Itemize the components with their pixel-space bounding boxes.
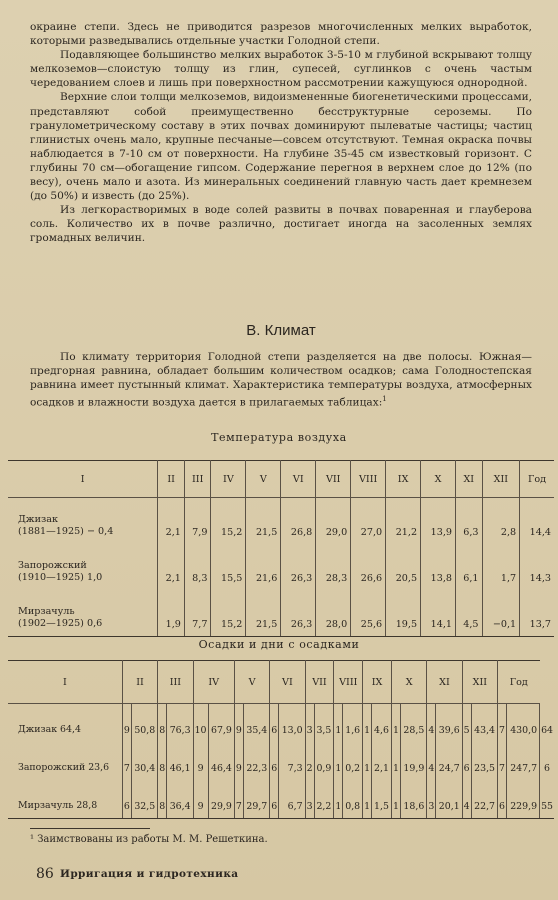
days-cell: 9 xyxy=(234,704,243,743)
days-cell: 9 xyxy=(234,742,243,780)
value-cell: 35,4 xyxy=(243,704,269,743)
value-cell: 14,3 xyxy=(520,544,554,590)
value-cell: 1,9 xyxy=(158,590,185,637)
value-cell: 6,7 xyxy=(279,780,305,819)
value-cell: 7,7 xyxy=(184,590,211,637)
table1-header-cell: IX xyxy=(386,461,421,498)
table1-header-cell: II xyxy=(158,461,185,498)
section-title: В. Климат xyxy=(246,322,316,339)
value-cell: 0,2 xyxy=(343,742,363,780)
days-cell: 4 xyxy=(427,704,436,743)
value-cell: 3,5 xyxy=(314,704,334,743)
january-value: 23,6 xyxy=(88,762,110,773)
days-cell: 6 xyxy=(270,780,279,819)
table1-header-cell: V xyxy=(246,461,281,498)
station-period: (1910—1925) 1,0 xyxy=(18,572,103,583)
value-cell: 2,1 xyxy=(158,544,185,590)
days-cell: 6 xyxy=(498,780,507,819)
value-cell: 28,3 xyxy=(316,544,351,590)
value-cell: 36,4 xyxy=(167,780,193,819)
value-cell: 24,7 xyxy=(436,742,462,780)
footnote: ¹ Заимствованы из работы М. М. Решеткина. xyxy=(30,834,268,845)
footnote-mark: 1 xyxy=(382,395,387,404)
value-cell: 21,5 xyxy=(246,498,281,545)
value-cell: 18,6 xyxy=(400,780,426,819)
table2-header-cell: V xyxy=(234,661,269,704)
table1-header-cell: III xyxy=(184,461,211,498)
days-cell: 6 xyxy=(540,742,554,780)
table2-header-cell: IX xyxy=(363,661,392,704)
days-cell: 3 xyxy=(305,780,314,819)
days-cell: 3 xyxy=(427,780,436,819)
value-cell: 15,5 xyxy=(211,544,246,590)
days-cell: 2 xyxy=(305,742,314,780)
running-title: Ирригация и гидротехника xyxy=(60,868,239,880)
days-cell: 55 xyxy=(540,780,554,819)
value-cell: 21,5 xyxy=(246,590,281,637)
value-cell: 7,3 xyxy=(279,742,305,780)
climate-paragraph xyxy=(30,350,532,410)
value-cell: 4,6 xyxy=(372,704,392,743)
days-cell: 1 xyxy=(334,742,343,780)
paragraph-1: окраине степи. Здесь не приводится разрезов многочисленных мелких выработок, которыми разведывались отдельные участки Голодной степи. xyxy=(30,21,532,48)
value-cell: 39,6 xyxy=(436,704,462,743)
value-cell: −0,1 xyxy=(482,590,520,637)
value-cell: 0,9 xyxy=(314,742,334,780)
table2-header-cell: II xyxy=(122,661,157,704)
table-row xyxy=(8,780,554,819)
days-cell: 7 xyxy=(498,704,507,743)
days-cell: 64 xyxy=(540,704,554,743)
station-name: Мирзачуль xyxy=(18,800,74,811)
value-cell: 22,7 xyxy=(471,780,497,819)
value-cell: 13,0 xyxy=(279,704,305,743)
station-name: Мирзачуль xyxy=(18,606,75,617)
value-cell: 430,0 xyxy=(507,704,540,743)
paragraph-3: Верхние слои толщи мелкоземов, видоизмененные биогенетическими процессами, представляют собой преимущественно бесструктурные сероземы. По гранулометрическому составу в этих почвах доминируют пылеватые частицы; частиц глинистых очень мало, крупные песчаные—совсем отсутствуют. Темная окраска почвы наблюдается в 7-10 см от поверхности. На глубине 35-45 см известковый горизонт. С глубины 70 см—обогащение гипсом. Содержание перегноя в верхнем слое до 12% (по весу), очень мало и азота. Из минеральных соединений главную часть дает кремнезем (до 50%) и известь (до 25%). xyxy=(30,91,532,203)
value-cell: 20,5 xyxy=(386,544,421,590)
value-cell: 13,9 xyxy=(421,498,456,545)
table2-header-cell: VII xyxy=(305,661,334,704)
station-name: Запорожский xyxy=(18,762,86,773)
table1-header-cell: VII xyxy=(316,461,351,498)
value-cell: 14,1 xyxy=(421,590,456,637)
table1-header-cell: I xyxy=(8,461,158,498)
value-cell: 26,3 xyxy=(281,590,316,637)
station-name: Запорожский xyxy=(18,560,87,571)
table1-header-cell: XI xyxy=(456,461,483,498)
days-cell: 7 xyxy=(234,780,243,819)
table-row xyxy=(8,704,554,743)
days-cell: 1 xyxy=(391,742,400,780)
table1-header-cell: XII xyxy=(482,461,520,498)
value-cell: 20,1 xyxy=(436,780,462,819)
value-cell: 19,9 xyxy=(400,742,426,780)
value-cell: 7,9 xyxy=(184,498,211,545)
days-cell: 1 xyxy=(391,780,400,819)
station-cell xyxy=(8,704,122,743)
value-cell: 32,5 xyxy=(131,780,157,819)
value-cell: 22,3 xyxy=(243,742,269,780)
value-cell: 27,0 xyxy=(351,498,386,545)
table1-header-cell: VIII xyxy=(351,461,386,498)
table-row xyxy=(8,544,554,590)
value-cell: 21,6 xyxy=(246,544,281,590)
days-cell: 4 xyxy=(462,780,471,819)
value-cell: 46,1 xyxy=(167,742,193,780)
value-cell: 23,5 xyxy=(471,742,497,780)
table2-header-cell: XI xyxy=(427,661,462,704)
days-cell: 1 xyxy=(363,704,372,743)
value-cell: 2,2 xyxy=(314,780,334,819)
days-cell: 1 xyxy=(363,780,372,819)
value-cell: 30,4 xyxy=(131,742,157,780)
value-cell: 14,4 xyxy=(520,498,554,545)
value-cell: 6,3 xyxy=(456,498,483,545)
precipitation-table xyxy=(8,660,554,819)
table2-header-cell: VI xyxy=(270,661,305,704)
value-cell: 26,3 xyxy=(281,544,316,590)
days-cell: 1 xyxy=(391,704,400,743)
value-cell: 29,0 xyxy=(316,498,351,545)
days-cell: 7 xyxy=(498,742,507,780)
station-period: (1881—1925) − 0,4 xyxy=(18,526,114,537)
table-row xyxy=(8,498,554,545)
value-cell: 25,6 xyxy=(351,590,386,637)
value-cell: 28,5 xyxy=(400,704,426,743)
days-cell: 9 xyxy=(122,704,131,743)
days-cell: 9 xyxy=(193,742,208,780)
days-cell: 8 xyxy=(158,704,167,743)
table-row xyxy=(8,590,554,637)
station-cell xyxy=(8,498,158,545)
value-cell: 4,5 xyxy=(456,590,483,637)
table2-header-cell: X xyxy=(391,661,426,704)
days-cell: 6 xyxy=(462,742,471,780)
days-cell: 9 xyxy=(193,780,208,819)
days-cell: 8 xyxy=(158,742,167,780)
value-cell: 0,8 xyxy=(343,780,363,819)
value-cell: 26,8 xyxy=(281,498,316,545)
station-period: (1902—1925) 0,6 xyxy=(18,618,103,629)
table1-caption: Температура воздуха xyxy=(211,431,347,444)
station-cell xyxy=(8,742,122,780)
days-cell: 8 xyxy=(158,780,167,819)
days-cell: 6 xyxy=(122,780,131,819)
days-cell: 6 xyxy=(270,742,279,780)
value-cell: 67,9 xyxy=(208,704,234,743)
table2-header-cell: XII xyxy=(462,661,497,704)
table-row xyxy=(8,742,554,780)
table2-header-cell: IV xyxy=(193,661,234,704)
paragraph-2: Подавляющее большинство мелких выработок 3-5-10 м глубиной вскрывают толщу мелкоземов—слоистую толщу из глин, супесей, суглинков с очень частым чередованием слоев и лишь при поверхностном рассмотрении кажущуюся однородной. xyxy=(30,49,532,90)
footnote-rule xyxy=(30,828,150,829)
value-cell: 76,3 xyxy=(167,704,193,743)
days-cell: 7 xyxy=(122,742,131,780)
table2-header-cell: VIII xyxy=(334,661,363,704)
table2-header-cell: Год xyxy=(498,661,540,704)
value-cell: 2,1 xyxy=(372,742,392,780)
value-cell: 13,7 xyxy=(520,590,554,637)
value-cell: 1,6 xyxy=(343,704,363,743)
value-cell: 13,8 xyxy=(421,544,456,590)
value-cell: 29,7 xyxy=(243,780,269,819)
value-cell: 229,9 xyxy=(507,780,540,819)
value-cell: 6,1 xyxy=(456,544,483,590)
value-cell: 2,8 xyxy=(482,498,520,545)
table1-header-cell: VI xyxy=(281,461,316,498)
table1-header-cell: IV xyxy=(211,461,246,498)
temperature-table xyxy=(8,460,554,637)
days-cell: 3 xyxy=(305,704,314,743)
station-name: Джизак xyxy=(18,514,58,525)
days-cell: 10 xyxy=(193,704,208,743)
days-cell: 1 xyxy=(363,742,372,780)
table1-header-cell: X xyxy=(421,461,456,498)
days-cell: 5 xyxy=(462,704,471,743)
value-cell: 15,2 xyxy=(211,590,246,637)
value-cell: 15,2 xyxy=(211,498,246,545)
table2-header-cell: III xyxy=(158,661,193,704)
value-cell: 1,5 xyxy=(372,780,392,819)
value-cell: 247,7 xyxy=(507,742,540,780)
value-cell: 28,0 xyxy=(316,590,351,637)
value-cell: 19,5 xyxy=(386,590,421,637)
station-name: Джизак xyxy=(18,724,58,735)
value-cell: 50,8 xyxy=(131,704,157,743)
value-cell: 1,7 xyxy=(482,544,520,590)
table1-header-cell: Год xyxy=(520,461,554,498)
days-cell: 1 xyxy=(334,704,343,743)
station-cell xyxy=(8,544,158,590)
station-cell xyxy=(8,590,158,637)
january-value: 64,4 xyxy=(60,724,81,735)
station-cell xyxy=(8,780,122,819)
body-text xyxy=(30,20,532,409)
value-cell: 29,9 xyxy=(208,780,234,819)
page-number: 86 xyxy=(36,866,54,882)
value-cell: 43,4 xyxy=(471,704,497,743)
value-cell: 26,6 xyxy=(351,544,386,590)
value-cell: 2,1 xyxy=(158,498,185,545)
january-value: 28,8 xyxy=(76,800,98,811)
table2-header-cell: I xyxy=(8,661,122,704)
value-cell: 46,4 xyxy=(208,742,234,780)
value-cell: 21,2 xyxy=(386,498,421,545)
days-cell: 1 xyxy=(334,780,343,819)
climate-text: По климату территория Голодной степи разделяется на две полосы. Южная—предгорная равнина, обладает большим количеством осадков; сама Голодностепская равнина имеет пустынный климат. Характеристика температуры воздуха, атмосферных осадков и влажности воздуха дается в прилагаемых таблицах: xyxy=(30,351,532,409)
value-cell: 8,3 xyxy=(184,544,211,590)
table2-caption: Осадки и дни с осадками xyxy=(198,638,360,651)
days-cell: 4 xyxy=(427,742,436,780)
days-cell: 6 xyxy=(270,704,279,743)
paragraph-4: Из легкорастворимых в воде солей развиты в почвах поваренная и глауберова соль. Количество их в почве различно, достигает иногда на засоленных землях громадных величин. xyxy=(30,204,532,245)
